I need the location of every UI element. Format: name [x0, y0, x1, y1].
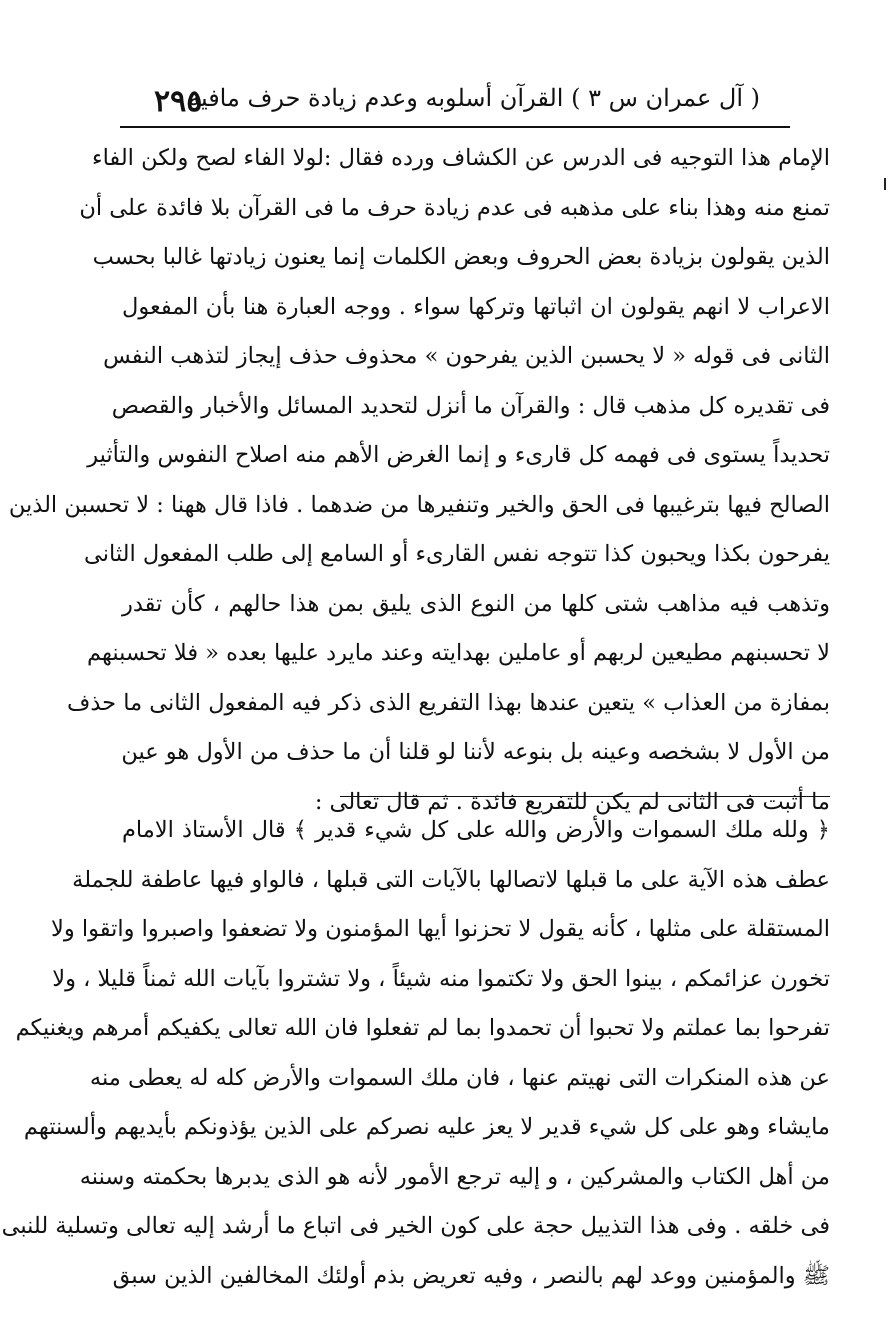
text-line: بمفازة من العذاب » يتعين عندها بهذا التفريع الذى ذكر فيه المفعول الثانى ما حذف: [67, 689, 830, 716]
margin-mark: [884, 178, 886, 190]
text-line: يفرحون بكذا ويحبون كذا تتوجه نفس القارىء أو السامع إلى طلب المفعول الثانى: [83, 541, 830, 567]
text-line: فى تقديره كل مذهب قال : والقرآن ما أنزل لتحديد المسائل والأخبار والقصص: [111, 392, 830, 419]
text-line: تفرحوا بما عملتم ولا تحبوا أن تحمدوا بما لم تفعلوا فان الله تعالى يكفيكم أمرهم ويغنيكم: [15, 1015, 830, 1041]
text-line: الصالح فيها بترغيبها فى الحق والخير وتنفيرها من ضدهما . فاذا قال ههنا : لا تحسبن الذين: [8, 491, 830, 518]
page-number: ٢٩٥: [154, 84, 203, 119]
section-divider: [340, 796, 830, 797]
text-line: لا تحسبنهم مطيعين لربهم أو عاملين بهدايته وعند مايرد عليها بعده « فلا تحسبنهم: [87, 640, 830, 666]
text-line: من الأول لا بشخصه وعينه بل بنوعه لأننا لو قلنا أن ما حذف من الأول هو عين: [121, 739, 830, 765]
text-line: من أهل الكتاب والمشركين ، و إليه ترجع الأمور لأنه هو الذى يدبرها بحكمته وسننه: [79, 1163, 830, 1190]
text-line: عطف هذه الآية على ما قبلها لاتصالها بالآيات التى قبلها ، فالواو فيها عاطفة للجملة: [72, 866, 830, 893]
text-line: مايشاء وهو على كل شيء قدير لا يعز عليه نصركم على الذين يؤذونكم بأيديهم وألسنتهم: [23, 1114, 830, 1140]
running-title: ( آل عمران س ٣ ) القرآن أسلوبه وعدم زيادة حرف مافيه: [188, 84, 760, 112]
text-line: الإمام هذا التوجيه فى الدرس عن الكشاف ورده فقال :لولا الفاء لصح ولكن الفاء: [92, 145, 830, 171]
text-line: تخورن عزائمكم ، بينوا الحق ولا تكتموا منه شيئاً ، ولا تشتروا بآيات الله ثمناً قليلا ، ولا: [52, 965, 830, 992]
text-line: الثانى فى قوله « لا يحسبن الذين يفرحون » محذوف حذف إيجاز لتذهب النفس: [103, 343, 830, 369]
text-line: الذين يقولون بزيادة بعض الحروف وبعض الكلمات إنما يعنون زيادتها غالبا بحسب: [92, 244, 830, 270]
text-line: المستقلة على مثلها ، كأنه يقول لا تحزنوا أيها المؤمنون ولا تضعفوا واصبروا واتقوا ولا: [50, 916, 830, 942]
paragraph-verse-commentary: [1, 806, 830, 1301]
text-line: عن هذه المنكرات التى نهيتم عنها ، فان ملك السموات والأرض كله له يعطى منه: [89, 1064, 830, 1091]
page-header: [120, 78, 790, 126]
text-line: تمنع منه وهذا بناء على مذهبه فى عدم زيادة حرف ما فى القرآن بلا فائدة على أن: [79, 194, 830, 221]
text-line: فى خلقه . وفى هذا التذييل حجة على كون الخير فى اتباع ما أرشد إليه تعالى وتسلية للنبى: [1, 1213, 830, 1239]
text-line: وتذهب فيه مذاهب شتى كلها من النوع الذى يليق بمن هذا حالهم ، كأن تقدر: [122, 590, 830, 617]
text-line: الاعراب لا انهم يقولون ان اثباتها وتركها سواء . ووجه العبارة هنا بأن المفعول: [122, 293, 830, 320]
text-line: ﷺ والمؤمنين ووعد لهم بالنصر ، وفيه تعريض بذم أولئك المخالفين الذين سبق: [112, 1262, 830, 1289]
text-line: تحديداً يستوى فى فهمه كل قارىء و إنما الغرض الأهم منه اصلاح النفوس والتأثير: [87, 442, 830, 468]
verse-line: ﴿ ولله ملك السموات والأرض والله على كل شيء قدير ﴾ قال الأستاذ الامام: [122, 817, 830, 843]
text-line: ما أثبت فى الثانى لم يكن للتفريع فائدة . ثم قال تعالى :: [314, 788, 830, 815]
header-rule: [120, 126, 790, 128]
paragraph-commentary: [8, 134, 830, 827]
